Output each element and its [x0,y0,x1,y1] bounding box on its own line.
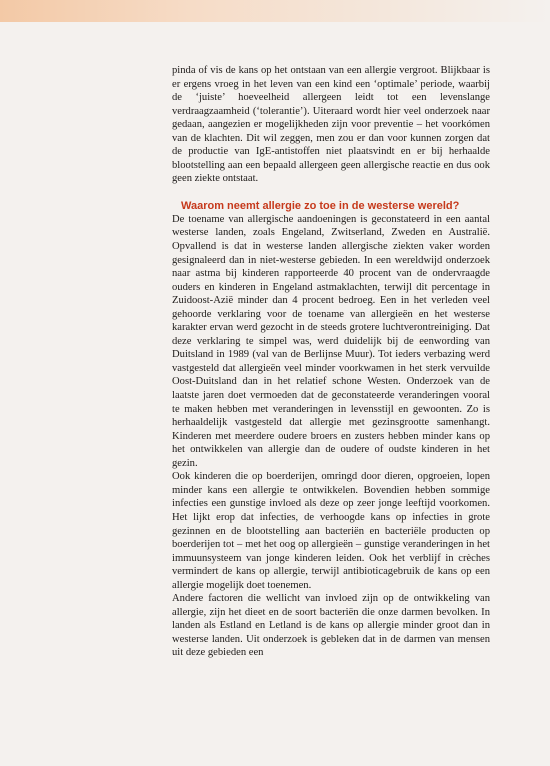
intro-paragraph: pinda of vis de kans op het ontstaan van een allergie vergroot. Blijkbaar is er ergens vroeg in het leven van een kind een ‘optimale’ periode, waarbij de ‘juiste’ hoeveelheid allergeen leidt tot een levenslange verdraagzaamheid (‘tolerantie’). Uiteraard wordt hier veel onderzoek naar gedaan, aangezien er mogelijkheden zijn voor preventie – het voorkómen van de klachten. Dit wil zeggen, men zou er dan voor kunnen zorgen dat de productie van IgE-antistoffen niet plaatsvindt en er bij herhaalde blootstelling aan een bepaald allergeen geen allergische reactie en dus ook geen ziekte ontstaat. [172,65,490,185]
page-text-column [172,64,490,660]
top-color-band [0,0,550,22]
section-heading-wrapper [172,199,490,213]
section-paragraph-3: Andere factoren die wellicht van invloed zijn op de ontwikkeling van allergie, zijn het dieet en de soort bacteriën die onze darmen bevolken. In landen als Estland en Letland is de kans op allergie minder groot dan in westerse landen. Uit onderzoek is gebleken dat in de darmen van mensen uit deze gebieden een [172,593,490,659]
section-paragraph-1: De toename van allergische aandoeningen is geconstateerd in een aantal westerse landen, zoals Engeland, Zwitserland, Zweden en Australië. Opvallend is dat in westerse landen allergische ziekten vaker worden gesignaleerd dan in niet-westerse gebieden. In een wereldwijd onderzoek naar astma bij kinderen rapporteerde 40 procent van de ondervraagde ouders en kinderen in Engeland astmaklachten, terwijl dit percentage in Zuidoost-Azië minder dan 4 procent bedroeg. Een in het verleden veel gehoorde verklaring voor de toename van allergieën en het westerse karakter ervan werd gezocht in de steeds grotere luchtverontreiniging. Dat deze verklaring te simpel was, werd duidelijk bij de eenwording van Duitsland in 1989 (val van de Berlijnse Muur). Tot ieders verbazing werd vastgesteld dat allergieën veel minder voorkwamen in het sterk vervuilde Oost-Duitsland dan in het relatief schone Westen. Onderzoek van de laatste jaren doet vermoeden dat de geconstateerde veranderingen vooral te maken hebben met veranderingen in levensstijl en gewoonten. Zo is herhaaldelijk vastgesteld dat allergie met gezinsgrootte samenhangt. Kinderen met meerdere oudere broers en zusters hebben minder kans op het ontwikkelen van allergie dan de oudere of oudste kinderen in het gezin. [172,213,490,469]
section-heading: Waarom neemt allergie zo toe in de westerse wereld? [181,199,460,212]
section-paragraph-2: Ook kinderen die op boerderijen, omringd door dieren, opgroeien, lopen minder kans een allergie te ontwikkelen. Bovendien hebben sommige infecties een gunstige invloed als deze op zeer jonge leeftijd voorkomen. Het lijkt erop dat infecties, de verhoogde kans op infecties in grote gezinnen en de blootstelling aan bacteriën en bacteriële producten op boerderijen tot – met het oog op allergieën – gunstige veranderingen in het immuunsysteem van jonge kinderen leiden. Ook het verblijf in crèches vermindert de kans op allergie, terwijl antibioticagebruik de kans op een allergie mogelijk doet toenemen. [172,471,490,591]
